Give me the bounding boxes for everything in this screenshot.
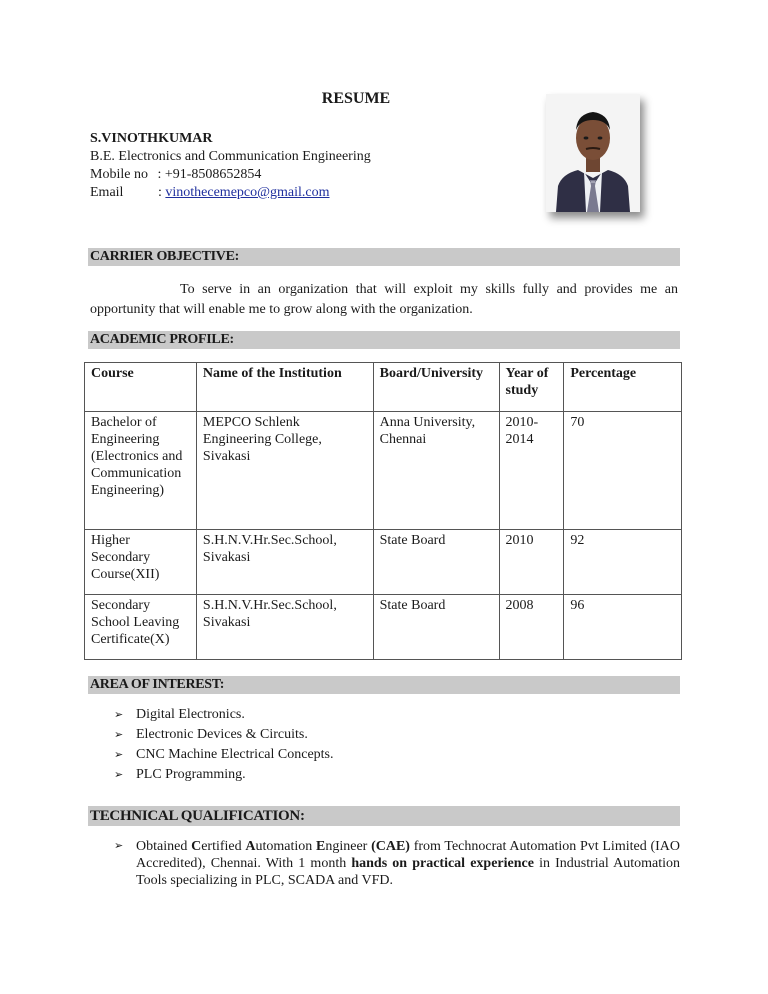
header-board: Board/University [373,363,499,412]
technical-text: Obtained Certified Automation Engineer (CAE) from Technocrat Automation Pvt Limited (IAO Accredited), Chennai. With 1 month hands on practical experience in Industrial Automation Tools specializing in PLC, SCADA and VFD. [136,839,681,888]
technical-item [114,838,680,889]
section-academic-heading: ACADEMIC PROFILE: [88,331,680,349]
candidate-name: S.VINOTHKUMAR [90,131,213,146]
page-title: RESUME [321,90,391,107]
arrow-bullet-icon: ➢ [114,769,124,781]
academic-table [84,362,682,660]
email-line [90,184,330,202]
cell-percentage: 92 [564,530,682,595]
cell-board: State Board [373,595,499,660]
objective-text [90,280,678,320]
email-separator: : [158,185,162,200]
header-course: Course [85,363,197,412]
cell-percentage: 70 [564,412,682,530]
table-row [85,412,682,530]
header-percentage: Percentage [564,363,682,412]
cell-course: Secondary School Leaving Certificate(X) [85,595,197,660]
header-institution: Name of the Institution [196,363,373,412]
degree-line: B.E. Electronics and Communication Engineering [90,149,371,164]
cell-year: 2010 [499,530,564,595]
table-row [85,595,682,660]
section-objective-heading: CARRIER OBJECTIVE: [88,248,680,266]
cell-board: Anna University, Chennai [373,412,499,530]
arrow-bullet-icon: ➢ [114,709,124,721]
cell-percentage: 96 [564,595,682,660]
interest-text: Digital Electronics. [136,707,245,722]
email-link[interactable]: vinothecemepco@gmail.com [165,185,330,200]
interest-list [114,705,334,785]
arrow-bullet-icon: ➢ [114,729,124,741]
mobile-line [90,166,261,184]
header-year: Year of study [499,363,564,412]
cell-course: Bachelor of Engineering (Electronics and Communication Engineering) [85,412,197,530]
interest-text: CNC Machine Electrical Concepts. [136,747,334,762]
cell-course: Higher Secondary Course(XII) [85,530,197,595]
table-row [85,530,682,595]
list-item [114,745,334,765]
arrow-bullet-icon: ➢ [114,749,124,761]
objective-body: To serve in an organization that will exploit my skills fully and provides me an opportunity that will enable me to grow along with the organization. [90,282,678,317]
section-technical-heading: TECHNICAL QUALIFICATION: [88,806,680,826]
cell-year: 2008 [499,595,564,660]
mobile-value: : +91-8508652854 [157,167,262,182]
profile-photo [546,94,640,212]
cell-board: State Board [373,530,499,595]
arrow-bullet-icon: ➢ [114,840,124,852]
list-item [114,725,334,745]
academic-table-header [85,363,682,412]
interest-text: PLC Programming. [136,767,246,782]
section-interest-heading: AREA OF INTEREST: [88,676,680,694]
cell-institution: S.H.N.V.Hr.Sec.School, Sivakasi [196,595,373,660]
cell-institution: S.H.N.V.Hr.Sec.School, Sivakasi [196,530,373,595]
email-label: Email [90,185,124,200]
profile-photo-image [546,94,640,212]
list-item [114,765,334,785]
interest-text: Electronic Devices & Circuits. [136,727,308,742]
cell-year: 2010-2014 [499,412,564,530]
cell-institution: MEPCO Schlenk Engineering College, Sivakasi [196,412,373,530]
list-item [114,705,334,725]
mobile-label: Mobile no [90,167,148,182]
